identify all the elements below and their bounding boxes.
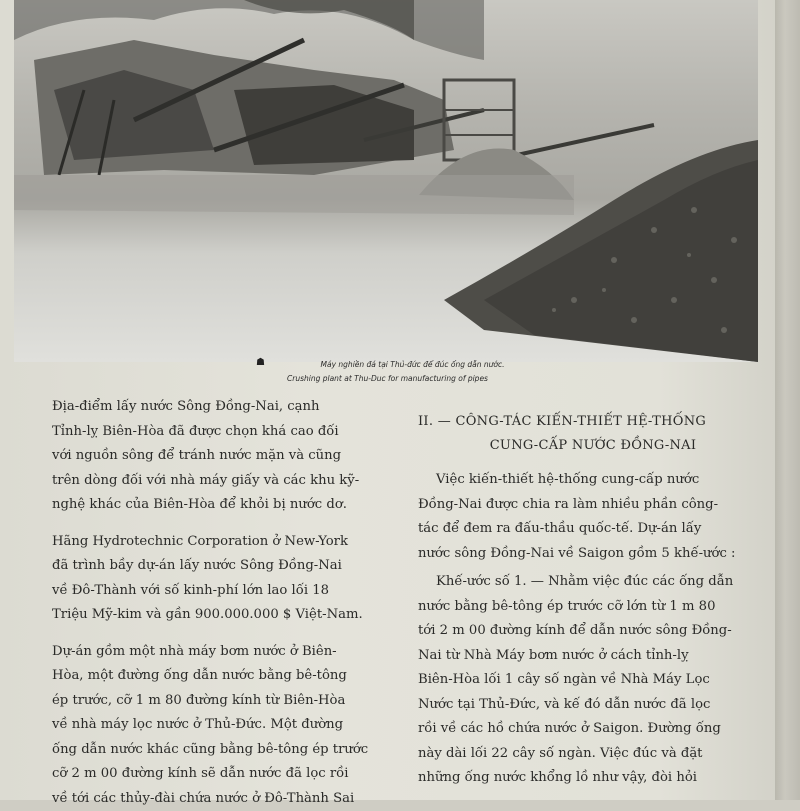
text-line: tác để đem ra đấu-thầu quốc-tế. Dự-án lấy [418, 517, 768, 542]
text-line: cỡ 2 m 00 đường kính sẽ dẫn nước đã lọc rồi [52, 762, 372, 787]
text-line: ép trước, cỡ 1 m 80 đường kính từ Biên-Hòa [52, 689, 372, 714]
next-page-edge [775, 0, 800, 800]
text-line: Hòa, một đường ống dẫn nước bằng bê-tông [52, 664, 372, 689]
text-line: rồi về các hồ chứa nước ở Saigon. Đường ống [418, 717, 768, 742]
text-line: về tới các thủy-đài chứa nước ở Đô-Thành Sai [52, 787, 372, 811]
text-line: nghệ khác của Biên-Hòa để khỏi bị nước dơ. [52, 493, 372, 518]
paragraph-hydrotechnic [52, 530, 372, 628]
text-line: nước sông Đồng-Nai về Saigon gồm 5 khế-ước : [418, 542, 768, 567]
text-line: Hãng Hydrotechnic Corporation ở New-York [52, 530, 372, 555]
text-line: Biên-Hòa lối 1 cây số ngàn về Nhà Máy Lọc [418, 668, 768, 693]
text-line: Khế-ước số 1. — Nhằm việc đúc các ống dẫn [418, 570, 768, 595]
text-line: Địa-điểm lấy nước Sông Đồng-Nai, cạnh [52, 395, 372, 420]
text-line: về nhà máy lọc nước ở Thủ-Đức. Một đường [52, 713, 372, 738]
text-line: trên dòng đối với nhà máy giấy và các khu kỹ- [52, 469, 372, 494]
photo-caption-vietnamese: Máy nghiền đá tại Thủ-đức để đúc ống dẫn nước. [25, 360, 800, 369]
section-heading-line2: CUNG-CẤP NƯỚC ĐỒNG-NAI [418, 434, 768, 458]
text-line: Triệu Mỹ-kim và gần 900.000.000 $ Việt-Nam. [52, 603, 372, 628]
paragraph-intake-location [52, 395, 372, 518]
text-line: tới 2 m 00 đường kính để dẫn nước sông Đồng- [418, 619, 768, 644]
caption-marker-icon: ☗ [256, 357, 265, 368]
text-line: Dự-án gồm một nhà máy bơm nước ở Biên- [52, 640, 372, 665]
text-line: với nguồn sông để tránh nước mặn và cũng [52, 444, 372, 469]
paragraph-international-tender [418, 468, 768, 566]
text-line: những ống nước khổng lồ như vậy, đòi hỏi [418, 766, 768, 791]
text-line: Tỉnh-lỵ Biên-Hòa đã được chọn khá cao đối [52, 420, 372, 445]
text-line: Việc kiến-thiết hệ-thống cung-cấp nước [418, 468, 768, 493]
text-line: Nước tại Thủ-Đức, và kế đó dẫn nước đã lọc [418, 693, 768, 718]
paragraph-project-description [52, 640, 372, 811]
text-line: về Đô-Thành với số kinh-phí lớn lao lối 18 [52, 579, 372, 604]
right-column [418, 410, 768, 791]
text-line: ống dẫn nước khác cũng bằng bê-tông ép trước [52, 738, 372, 763]
paragraph-contract-1 [418, 570, 768, 791]
text-line: Đồng-Nai được chia ra làm nhiều phần công- [418, 493, 768, 518]
photo-caption-english: Crushing plant at Thu-Duc for manufacturing of pipes [0, 374, 775, 383]
section-heading-line1: II. — CÔNG-TÁC KIẾN-THIẾT HỆ-THỐNG [418, 410, 768, 434]
left-column [52, 395, 372, 811]
text-line: này dài lối 22 cây số ngàn. Việc đúc và đặt [418, 742, 768, 767]
text-line: Nai từ Nhà Máy bơm nước ở cách tỉnh-lỵ [418, 644, 768, 669]
text-line: nước bằng bê-tông ép trước cỡ lớn từ 1 m 80 [418, 595, 768, 620]
text-line: đã trình bầy dự-án lấy nước Sông Đồng-Nai [52, 554, 372, 579]
crushing-plant-photo [14, 0, 758, 362]
